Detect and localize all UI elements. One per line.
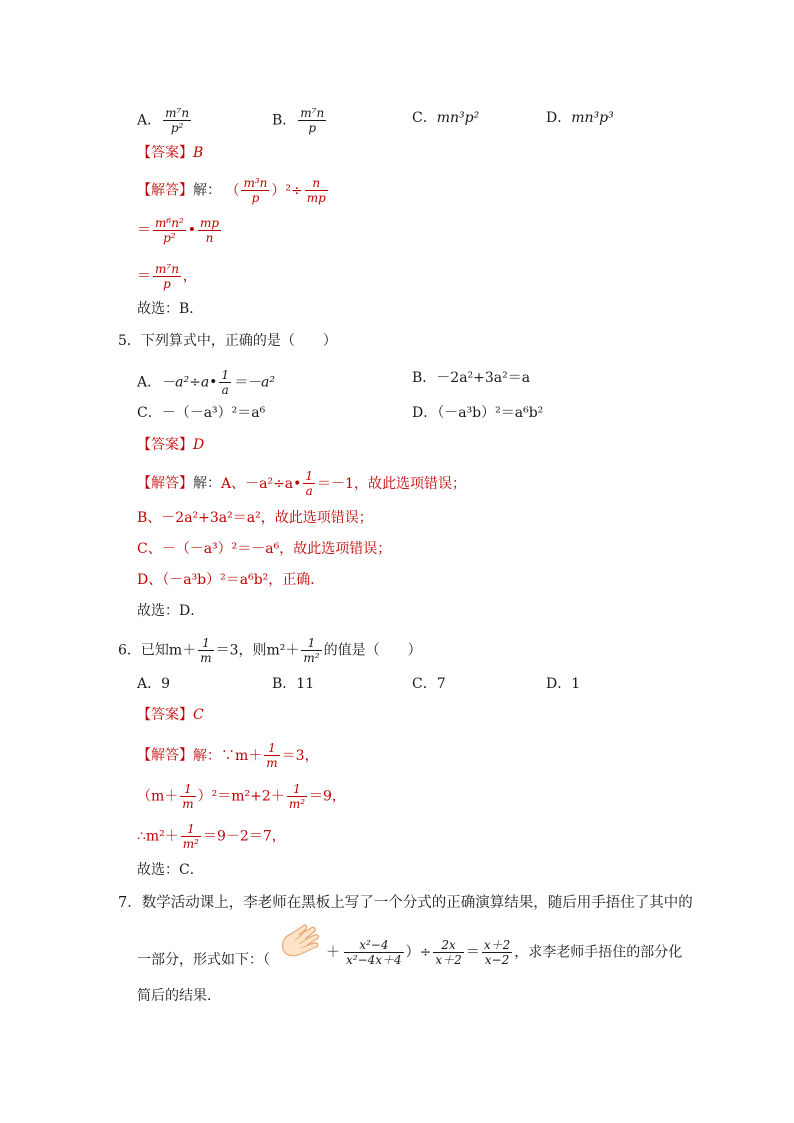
q5-stem: 5．下列算式中，正确的是（ ）	[118, 333, 337, 349]
q6-answer: 【答案】C	[137, 707, 204, 723]
q7-line2-prefix: 一部分，形式如下：（	[137, 952, 270, 968]
q4-option-c: C．mn³p²	[412, 110, 480, 126]
q4-option-d: D．mn³p³	[546, 110, 614, 126]
q6-solution-line3: ∴m²＋ $\frac{1}{\text{m²}}$ ＝9－2＝7，	[137, 822, 286, 851]
q7-expression: ＋ $\frac{\text{x²−4}}{\text{x²−4x＋4}}$ ）÷ $\frac{2x}{x+2}$ ＝ $\frac{x+2}{x-2}$ ，求李老师手捂住的部分化	[326, 938, 683, 967]
q5-solution-a: 【解答】解：A、－a²÷a• $\frac{1}{a}$ ＝－1，故此选项错误；	[137, 469, 466, 498]
q5-solution-d: D、（－a³b）²＝a⁶b²，正确．	[137, 572, 325, 588]
hand-icon-svg	[277, 920, 325, 960]
q6-option-d: D．1	[546, 676, 581, 692]
q5-solution-b: B、－2a²+3a²＝a²，故此选项错误；	[137, 510, 373, 526]
q4-answer: 【答案】B	[137, 145, 204, 161]
q5-option-a: A．－a²÷a• $\frac{1}{a}$ ＝－a²	[137, 368, 276, 397]
q6-stem: 6．已知m＋ $\frac{1}{m}$ ＝3，则m²＋ $\frac{1}{\text{m²}}$ 的值是（ ）	[118, 636, 422, 665]
q4-solution-line3: ＝ $\frac{\text{m⁷n}}{p}$ ，	[137, 262, 197, 291]
q5-option-b: B．－2a²+3a²＝a	[412, 370, 531, 386]
hand-icon	[277, 920, 325, 960]
q6-solution-line2: （m＋ $\frac{1}{m}$ ）²＝m²+2＋ $\frac{1}{\text{m²}}$ ＝9，	[137, 782, 346, 811]
q6-conclusion: 故选：C．	[137, 862, 204, 878]
q6-solution-line1: 【解答】解：∵m＋ $\frac{1}{m}$ ＝3，	[137, 741, 319, 770]
q5-option-d: D．（－a³b）²＝a⁶b²	[412, 405, 544, 421]
q4-option-b: B． $\frac{\text{m⁷n}}{p}$	[272, 106, 325, 135]
q7-line3: 简后的结果．	[137, 988, 221, 1004]
q7-line1: 7．数学活动课上，李老师在黑板上写了一个分式的正确演算结果，随后用手捂住了其中的	[118, 895, 693, 911]
q5-solution-c: C、－（－a³）²＝－a⁶，故此选项错误；	[137, 541, 392, 557]
q4-conclusion: 故选：B．	[137, 301, 204, 317]
q6-option-c: C．7	[412, 676, 446, 692]
q6-option-b: B．11	[272, 676, 315, 692]
q6-option-a: A．9	[137, 676, 171, 692]
q5-answer: 【答案】D	[137, 437, 205, 453]
q5-conclusion: 故选：D．	[137, 603, 205, 619]
q4-solution-line2: ＝ $\frac{\text{m⁶n²}}{\text{p²}}$ • $\frac{mp}{n}$	[137, 216, 220, 245]
q4-solution-line1: 【解答】解： （ $\frac{\text{m³n}}{p}$ ）²÷ $\frac{n}{mp}$	[137, 176, 326, 205]
q5-option-c: C．－（－a³）²＝a⁶	[137, 405, 266, 421]
q4-option-a: A． $\frac{\text{m⁷n}}{\text{p²}}$	[137, 106, 190, 135]
